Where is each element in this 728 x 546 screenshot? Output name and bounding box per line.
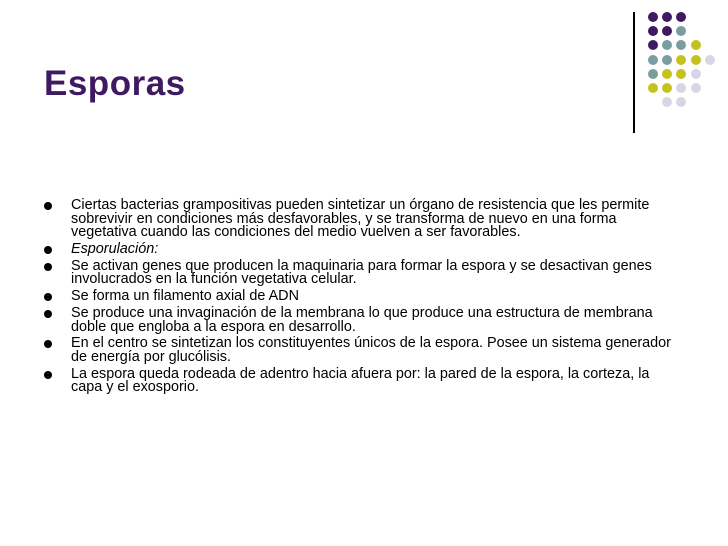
decorative-dot xyxy=(648,40,658,50)
decorative-dot xyxy=(662,97,672,107)
bullet-dot-icon xyxy=(44,202,52,210)
bullet-text: La espora queda rodeada de adentro hacia afuera por: la pared de la espora, la corteza, la capa y el exosporio. xyxy=(71,365,650,396)
decorative-dot xyxy=(662,26,672,36)
decorative-dot xyxy=(662,40,672,50)
bullet-item xyxy=(44,257,684,288)
bullet-item xyxy=(44,240,684,257)
bullet-text: Se forma un filamento axial de ADN xyxy=(71,288,299,305)
bullet-text: Esporulación: xyxy=(71,240,159,257)
bullet-item xyxy=(44,365,684,396)
bullet-dot-icon xyxy=(44,340,52,348)
bullet-dot-icon xyxy=(44,371,52,379)
vertical-divider xyxy=(633,12,635,133)
decorative-dot xyxy=(705,55,715,65)
decorative-dot xyxy=(676,97,686,107)
decorative-dot xyxy=(676,55,686,65)
decorative-dot xyxy=(676,12,686,22)
bullet-list xyxy=(44,199,684,398)
bullet-text: En el centro se sintetizan los constituyentes únicos de la espora. Posee un sistema generador de energía por glucólisis. xyxy=(71,335,671,365)
bullet-text: Se produce una invaginación de la membrana lo que produce una estructura de membrana doble que engloba a la espora en desarrollo. xyxy=(71,304,653,335)
bullet-item xyxy=(44,199,684,240)
decorative-dot xyxy=(676,83,686,93)
slide-title: Esporas xyxy=(44,64,186,103)
bullet-item xyxy=(44,304,684,335)
decorative-dot xyxy=(676,69,686,79)
bullet-item xyxy=(44,290,684,304)
decorative-dot xyxy=(662,12,672,22)
bullet-dot-icon xyxy=(44,293,52,301)
decorative-dot xyxy=(648,69,658,79)
bullet-dot-icon xyxy=(44,263,52,271)
decorative-dot xyxy=(662,83,672,93)
decorative-dot xyxy=(676,40,686,50)
decorative-dot xyxy=(648,26,658,36)
decorative-dot xyxy=(662,55,672,65)
decorative-dot xyxy=(691,83,701,93)
decorative-dot xyxy=(648,83,658,93)
decorative-dot xyxy=(648,12,658,22)
bullet-text: Ciertas bacterias grampositivas pueden sintetizar un órgano de resistencia que les permite sobrevivir en condiciones más desfavorables, y se transforma de nuevo en una forma vegetativa cuando las condiciones del medio vuelven a ser favorables. xyxy=(71,197,650,241)
bullet-item xyxy=(44,337,684,364)
decorative-dot xyxy=(691,40,701,50)
decorative-dot xyxy=(676,26,686,36)
bullet-dot-icon xyxy=(44,246,52,254)
decorative-dot xyxy=(691,69,701,79)
decorative-dot xyxy=(662,69,672,79)
decorative-dot xyxy=(691,55,701,65)
bullet-dot-icon xyxy=(44,310,52,318)
bullet-text: Se activan genes que producen la maquinaria para formar la espora y se desactivan genes involucrados en la función vegetativa celular. xyxy=(71,257,652,288)
decorative-dot xyxy=(648,55,658,65)
